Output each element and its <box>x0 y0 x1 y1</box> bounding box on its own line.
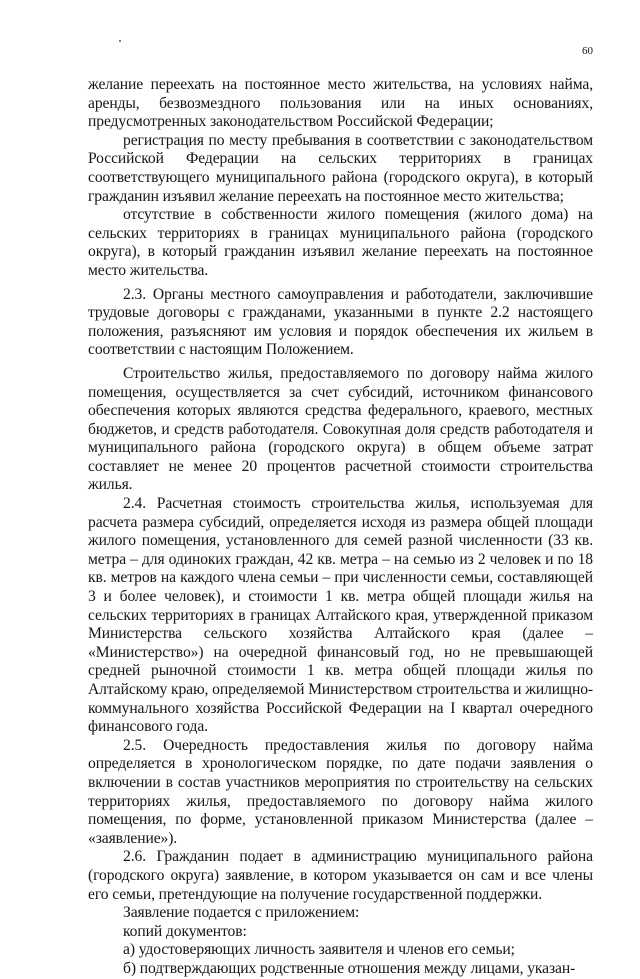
paragraph-6: 2.4. Расчетная стоимость строительства жилья, используемая для расчета размера субсидий, определяется исходя из размера общей площади жилого помещения, установленного для семей разной численности (33 кв. метра – для одиноких граждан, 42 кв. метра – на семью из 2 человек и по 18 кв. метров на каждого члена семьи – при численности семьи, составляющей 3 и более человек), и стоимости 1 кв. метра общей площади жилья на сельских территориях в границах Алтайского края, утвержденной приказом Министерства сельского хозяйства Алтайского края (далее – «Министерство») на очередной финансовый год, но не превышающей средней рыночной стоимости 1 кв. метра общей площади жилья по Алтайскому краю, определяемой Министерством строительства и жилищно-коммунального хозяйства Российской Федерации на I квартал очередного финансового года. <box>88 495 593 736</box>
paragraph-10: копий документов: <box>123 922 247 940</box>
paragraph-12: б) подтверждающих родственные отношения между лицами, указан- <box>123 959 576 977</box>
paragraph-11: а) удостоверяющих личность заявителя и членов его семьи; <box>123 941 515 959</box>
paragraph-2: регистрация по месту пребывания в соответствии с законодательством Российской Федерации на сельских территориях в границах соответствующего муниципального района (городского округа), в который гражданин изъявил желание переехать на постоянное место жительства; <box>88 131 593 205</box>
scan-speck <box>119 40 121 42</box>
paragraph-4: 2.3. Органы местного самоуправления и работодатели, заключившие трудовые договоры с гражданами, указанными в пункте 2.2 настоящего положения, разъясняют им условия и порядок обеспечения их жильем в соответствии с настоящим Положением. <box>88 285 593 359</box>
paragraph-5: Строительство жилья, предоставляемого по договору найма жилого помещения, осуществляется за счет субсидий, источником финансового обеспечения которых являются средства федерального, краевого, местных бюджетов, и средств работодателя. Совокупная доля средств работодателя и муниципального района (городского округа) в общем объеме затрат составляет не менее 20 процентов расчетной стоимости строительства жилья. <box>88 364 593 494</box>
paragraph-8: 2.6. Гражданин подает в администрацию муниципального района (городского округа) заявление, в котором указывается он сам и все члены его семьи, претендующие на получение государственной поддержки. <box>88 848 593 903</box>
paragraph-9: Заявление подается с приложением: <box>123 904 360 922</box>
paragraph-7: 2.5. Очередность предоставления жилья по договору найма определяется в хронологическом порядке, по дате подачи заявления о включении в состав участников мероприятия по строительству на сельских территориях жилья, предоставляемого по договору найма жилого помещения, по форме, установленной приказом Министерства (далее – «заявление»). <box>88 736 593 847</box>
body-text <box>88 76 593 979</box>
paragraph-3: отсутствие в собственности жилого помещения (жилого дома) на сельских территориях в границах муниципального района (городского округа), в который гражданин изъявил желание переехать на постоянное место жительства. <box>88 206 593 279</box>
paragraph-1: желание переехать на постоянное место жительства, на условиях найма, аренды, безвозмездного пользования или на иных основаниях, предусмотренных законодательством Российской Федерации; <box>88 76 593 131</box>
page-number: 60 <box>582 45 593 57</box>
